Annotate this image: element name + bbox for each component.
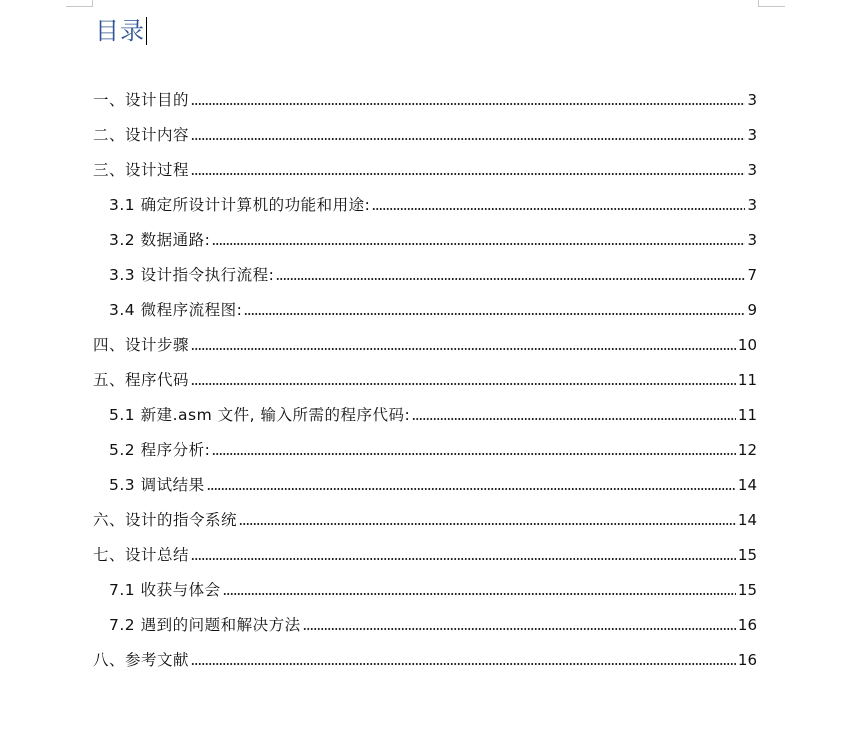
dot-leader [372, 207, 745, 211]
toc-entry[interactable] [109, 193, 757, 217]
toc-entry-label: 3.3 设计指令执行流程: [109, 266, 275, 284]
toc-entry[interactable] [93, 508, 757, 532]
toc-entry-page-number: 16 [737, 651, 757, 669]
toc-entry-page-number: 11 [737, 371, 757, 389]
toc-entry-page-number: 3 [747, 231, 757, 249]
toc-entry-label: 四、设计步骤 [93, 336, 190, 354]
dot-leader [191, 382, 736, 386]
toc-entry-page-number: 9 [747, 301, 757, 319]
toc-entry-page-number: 3 [747, 196, 757, 214]
dot-leader [207, 487, 736, 491]
toc-entry[interactable] [109, 578, 757, 602]
toc-entry[interactable] [93, 123, 757, 147]
toc-entry[interactable] [109, 403, 757, 427]
toc-entry[interactable] [109, 473, 757, 497]
dot-leader [239, 522, 736, 526]
toc-entry-label: 五、程序代码 [93, 371, 190, 389]
toc-entry-label: 八、参考文献 [93, 651, 190, 669]
dot-leader [191, 102, 745, 106]
dot-leader [223, 592, 736, 596]
toc-entry-page-number: 15 [737, 581, 757, 599]
toc-entry[interactable] [93, 88, 757, 112]
toc-entry-page-number: 7 [747, 266, 757, 284]
toc-entry-page-number: 3 [747, 161, 757, 179]
toc-entry-label: 3.1 确定所设计计算机的功能和用途: [109, 196, 371, 214]
toc-heading[interactable] [95, 14, 147, 48]
dot-leader [191, 347, 736, 351]
toc-entry-page-number: 16 [737, 616, 757, 634]
dot-leader [412, 417, 736, 421]
top-right-crop-mark [758, 0, 785, 7]
toc-entry-page-number: 14 [737, 511, 757, 529]
toc-entry-label: 3.4 微程序流程图: [109, 301, 243, 319]
toc-entry-label: 5.3 调试结果 [109, 476, 205, 494]
dot-leader [191, 662, 736, 666]
dot-leader [191, 557, 736, 561]
toc-entry-page-number: 3 [747, 126, 757, 144]
top-left-crop-mark [66, 0, 93, 7]
toc-entry-label: 3.2 数据通路: [109, 231, 211, 249]
toc-entry-label: 7.2 遇到的问题和解决方法 [109, 616, 301, 634]
toc-entry[interactable] [93, 333, 757, 357]
toc-entry[interactable] [109, 613, 757, 637]
toc-entry[interactable] [93, 648, 757, 672]
toc-entry-page-number: 12 [737, 441, 757, 459]
toc-entry-page-number: 3 [747, 91, 757, 109]
toc-entry-label: 7.1 收获与体会 [109, 581, 221, 599]
toc-entry[interactable] [93, 368, 757, 392]
text-cursor [146, 17, 147, 45]
toc-entry-label: 一、设计目的 [93, 91, 190, 109]
toc-entry-page-number: 10 [737, 336, 757, 354]
dot-leader [212, 242, 745, 246]
toc-entry[interactable] [93, 158, 757, 182]
toc-entry[interactable] [109, 298, 757, 322]
toc-entry-label: 5.1 新建.asm 文件, 输入所需的程序代码: [109, 406, 411, 424]
toc-entry[interactable] [109, 263, 757, 287]
dot-leader [191, 172, 745, 176]
toc-entry-label: 七、设计总结 [93, 546, 190, 564]
dot-leader [276, 277, 745, 281]
toc-entry-label: 六、设计的指令系统 [93, 511, 238, 529]
toc-heading-text: 目录 [95, 17, 145, 45]
toc-entry[interactable] [93, 543, 757, 567]
toc-entry-page-number: 14 [737, 476, 757, 494]
toc-entry-page-number: 15 [737, 546, 757, 564]
toc-entry[interactable] [109, 228, 757, 252]
toc-entry-label: 二、设计内容 [93, 126, 190, 144]
toc-entry-label: 三、设计过程 [93, 161, 190, 179]
toc-entry-label: 5.2 程序分析: [109, 441, 211, 459]
toc-entry-page-number: 11 [737, 406, 757, 424]
dot-leader [191, 137, 745, 141]
dot-leader [303, 627, 736, 631]
dot-leader [244, 312, 745, 316]
toc-entry[interactable] [109, 438, 757, 462]
dot-leader [212, 452, 736, 456]
